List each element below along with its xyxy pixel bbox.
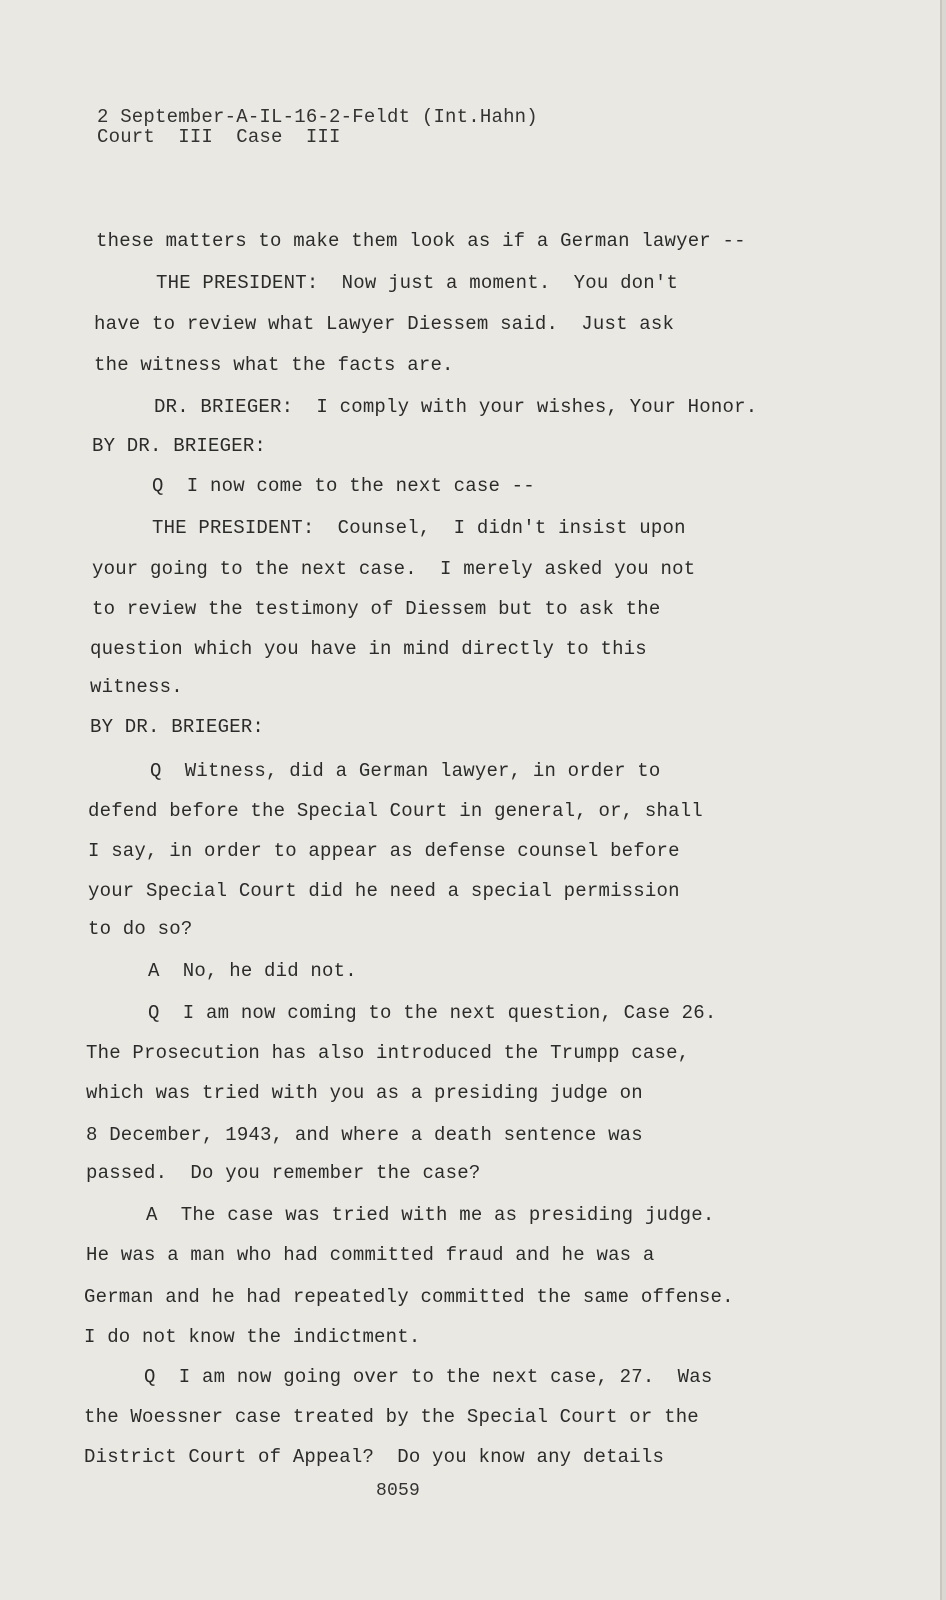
body-line: Q I now come to the next case -- xyxy=(152,475,535,497)
body-line: A The case was tried with me as presiding judge. xyxy=(146,1204,715,1226)
body-line: which was tried with you as a presiding judge on xyxy=(86,1082,643,1104)
body-line: I do not know the indictment. xyxy=(84,1326,421,1348)
body-line: your going to the next case. I merely asked you not xyxy=(92,558,696,580)
body-line: The Prosecution has also introduced the Trumpp case, xyxy=(86,1042,690,1064)
body-line: question which you have in mind directly to this xyxy=(90,638,647,660)
body-line: the witness what the facts are. xyxy=(94,354,454,376)
body-line: the Woessner case treated by the Special Court or the xyxy=(84,1406,699,1428)
body-line: German and he had repeatedly committed the same offense. xyxy=(84,1286,734,1308)
body-line: to review the testimony of Diessem but to ask the xyxy=(92,598,661,620)
body-line: DR. BRIEGER: I comply with your wishes, Your Honor. xyxy=(154,396,758,418)
body-line: BY DR. BRIEGER: xyxy=(92,435,267,457)
body-line: Q I am now coming to the next question, Case 26. xyxy=(148,1002,717,1024)
body-line: I say, in order to appear as defense counsel before xyxy=(88,840,680,862)
body-line: District Court of Appeal? Do you know any details xyxy=(84,1446,665,1468)
body-line: Q Witness, did a German lawyer, in order to xyxy=(150,760,661,782)
body-line: A No, he did not. xyxy=(148,960,357,982)
body-line: these matters to make them look as if a German lawyer -- xyxy=(96,230,746,252)
body-line: Q I am now going over to the next case, 27. Was xyxy=(144,1366,713,1388)
page-number: 8059 xyxy=(376,1481,421,1501)
header-line-1: 2 September-A-IL-16-2-Feldt (Int.Hahn) xyxy=(97,106,538,128)
body-line: 8 December, 1943, and where a death sentence was xyxy=(86,1124,643,1146)
body-line: THE PRESIDENT: Now just a moment. You don't xyxy=(156,272,679,294)
body-line: witness. xyxy=(90,676,183,698)
body-line: BY DR. BRIEGER: xyxy=(90,716,265,738)
header-line-2: Court III Case III xyxy=(97,126,341,148)
body-line: He was a man who had committed fraud and he was a xyxy=(86,1244,655,1266)
body-line: to do so? xyxy=(88,918,193,940)
body-line: have to review what Lawyer Diessem said. Just ask xyxy=(94,313,675,335)
body-line: THE PRESIDENT: Counsel, I didn't insist upon xyxy=(152,517,686,539)
body-line: your Special Court did he need a special permission xyxy=(88,880,680,902)
body-line: defend before the Special Court in general, or, shall xyxy=(88,800,703,822)
body-line: passed. Do you remember the case? xyxy=(86,1162,481,1184)
